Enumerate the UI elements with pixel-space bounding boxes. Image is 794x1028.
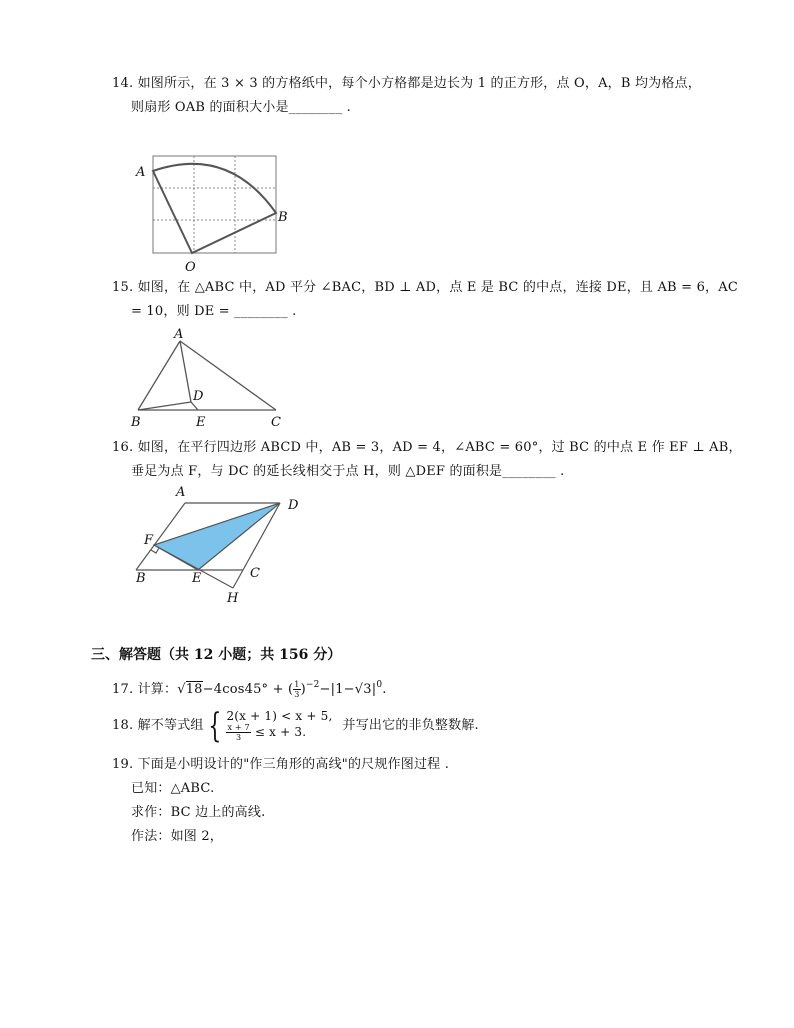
q16-label-f: F: [144, 533, 154, 548]
q18-prefix: 18. 解不等式组: [112, 718, 204, 733]
q16-line2: 垂足为点 F，与 DC 的延长线相交于点 H，则 △DEF 的面积是________ .: [131, 464, 565, 479]
q14-grid: [153, 156, 276, 253]
q18-brace: {: [207, 706, 222, 746]
q17-part2: −4cos45° +: [202, 682, 288, 697]
q15-label-a: A: [174, 327, 184, 342]
q17-suffix: .: [382, 682, 387, 697]
q18-line: [112, 708, 479, 744]
q19-method: 作法：如图 2，: [131, 829, 224, 844]
q14-label-o: O: [185, 260, 196, 275]
q16-label-c: C: [250, 566, 260, 581]
q15-line2: = 10，则 DE = ________ .: [131, 304, 297, 319]
q18-ineq2-rest: ≤ x + 3.: [250, 725, 307, 739]
q18-ineq2-num: x + 7: [227, 723, 250, 732]
q14-line1: 14. 如图所示，在 3 × 3 的方格纸中，每个小方格都是边长为 1 的正方形，点 O，A，B 均为格点，: [112, 76, 701, 91]
q15-label-c: C: [271, 415, 281, 430]
q14-line2: 则扇形 OAB 的面积大小是________ .: [131, 100, 351, 115]
q15-label-d: D: [193, 389, 204, 404]
q15-label-e: E: [196, 415, 206, 430]
q19-given: 已知：△ABC.: [131, 781, 215, 796]
q18-ineq2-den: 3: [236, 733, 242, 742]
q16-label-b: B: [136, 571, 146, 586]
q19-line1: 19. 下面是小明设计的"作三角形的高线"的尺规作图过程 .: [112, 757, 450, 772]
q17-sqrt-arg: 18: [185, 682, 203, 697]
q18-suffix: 并写出它的非负整数解.: [342, 718, 479, 733]
q14-figure: [130, 150, 300, 278]
q17-paren-frac: ( $\frac{1}{3}$ ): [288, 680, 306, 699]
q15-lines: [138, 341, 276, 410]
q18-ineq2: [226, 723, 332, 742]
q17-part3: −|1−√3|: [319, 682, 377, 697]
q19-find: 求作：BC 边上的高线.: [131, 805, 266, 820]
q16-line1: 16. 如图，在平行四边形 ABCD 中，AB = 3，AD = 4，∠ABC = 60°，过 BC 的中点 E 作 EF ⊥ AB，: [112, 440, 742, 455]
q15-figure: [128, 326, 298, 432]
q14-label-b: B: [278, 210, 288, 225]
q15-label-b: B: [131, 415, 141, 430]
q15-line1: 15. 如图，在 △ABC 中，AD 平分 ∠BAC，BD ⊥ AD，点 E 是 BC 的中点，连接 DE，且 AB = 6，AC: [112, 280, 738, 295]
q14-grid-border: [153, 156, 276, 253]
q16-label-a: A: [176, 485, 186, 500]
q17-frac-num: 1: [294, 680, 300, 689]
q16-label-h: H: [227, 591, 239, 606]
q17-sqrt: √18: [177, 682, 203, 697]
q14-sector: [153, 164, 276, 253]
q17-line: [112, 676, 387, 699]
section3-heading: 三、解答题（共 12 小题；共 156 分）: [91, 647, 342, 663]
q17-frac-den: 3: [294, 690, 300, 699]
q17-prefix: 17. 计算：: [112, 682, 178, 697]
q14-label-a: A: [136, 165, 146, 180]
q16-label-e: E: [192, 571, 202, 586]
q18-system: [204, 706, 333, 746]
q17-exp2: 0: [376, 680, 383, 690]
q16-figure: [128, 484, 318, 608]
q17-exp1: −2: [305, 680, 320, 690]
q16-label-d: D: [288, 498, 299, 513]
q18-ineq1: 2(x + 1) < x + 5,: [226, 709, 333, 723]
